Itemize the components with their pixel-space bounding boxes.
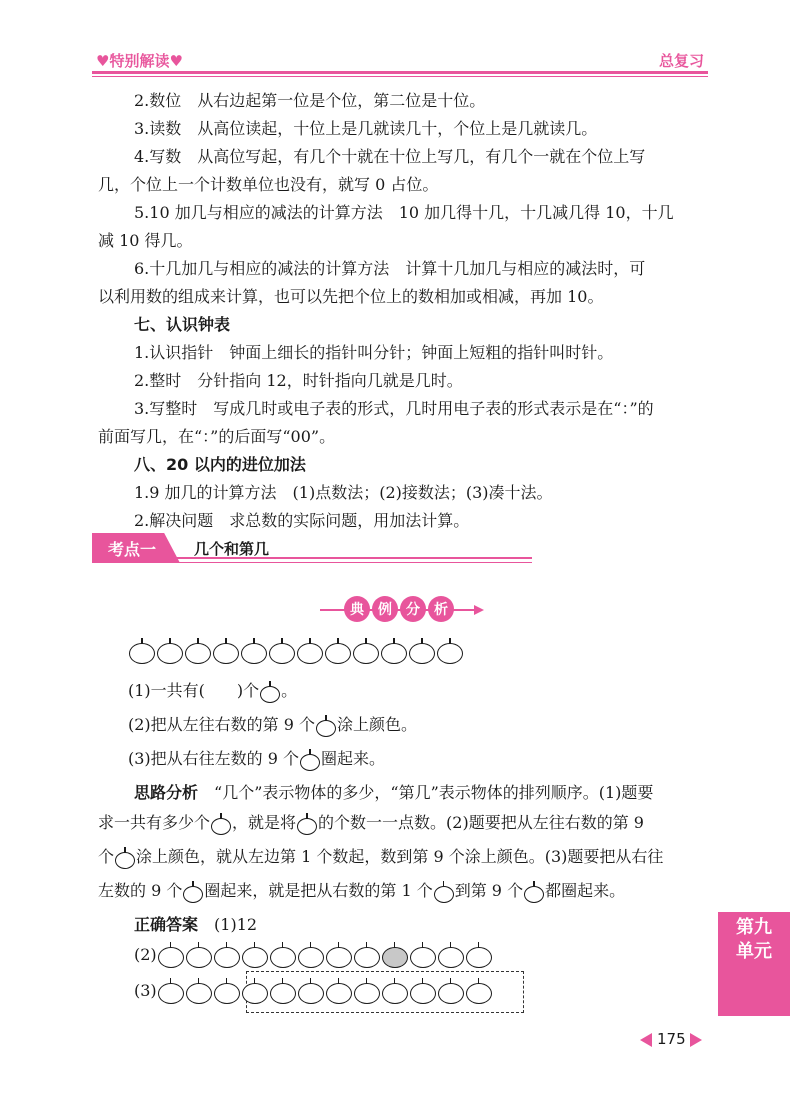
analysis-text: ，就是将 (232, 813, 297, 832)
example-analysis-heading (320, 596, 480, 624)
text-line: 2.数位 从右边起第一位是个位，第二位是十位。 (134, 91, 486, 110)
answer-3-row (134, 978, 493, 1004)
text-line: 几，个位上一个计数单位也没有，就写 0 占位。 (98, 175, 439, 194)
next-arrow-icon (690, 1033, 702, 1047)
fruit-icon (268, 638, 296, 664)
section-heading-8: 八、20 以内的进位加法 (134, 455, 306, 474)
question-3 (128, 748, 385, 771)
text-line: 3.读数 从高位读起，十位上是几就读几十，个位上是几就读几。 (134, 119, 598, 138)
question-3-text: (3)把从右往左数的 9 个 (128, 749, 300, 768)
analysis-text: 左数的 9 个 (98, 881, 183, 900)
unit-side-tab (718, 912, 790, 1016)
fruit-icon (325, 942, 353, 968)
question-1-text: (1)一共有( )个 (128, 681, 260, 700)
analysis-label: 思路分析 (134, 783, 199, 802)
fruit-icon (315, 715, 337, 737)
topic-tab-label: 考点一 (108, 540, 157, 559)
text-line: 前面写几，在“：”的后面写“00”。 (98, 427, 336, 446)
answer-3-label: (3) (134, 980, 157, 1000)
header-left: ♥特别解读♥ (96, 52, 183, 70)
fruit-icon (184, 638, 212, 664)
answer-2-row (134, 942, 493, 968)
analysis-text: “几个”表示物体的多少，“第几”表示物体的排列顺序。(1)题要 (214, 783, 654, 802)
fruit-row-question (128, 638, 464, 664)
text-line: 5.10 加几与相应的减法的计算方法 10 加几得十几，十几减几得 10，十几 (134, 203, 674, 222)
prev-arrow-icon (640, 1033, 652, 1047)
fruit-icon (297, 942, 325, 968)
analysis-line (98, 846, 663, 869)
fruit-icon (408, 638, 436, 664)
example-badge: 例 (372, 596, 398, 622)
fruit-icon (241, 978, 269, 1004)
analysis-text: 的个数一一点数。(2)题要把从左往右数的第 9 (318, 813, 644, 832)
fruit-icon (296, 813, 318, 835)
analysis-line (134, 782, 653, 804)
fruit-icon (269, 978, 297, 1004)
banner-rule-thin (172, 562, 532, 563)
example-badge: 析 (428, 596, 454, 622)
analysis-line (98, 812, 644, 835)
header-right: 总复习 (658, 52, 704, 70)
fruit-icon (182, 881, 204, 903)
page-number: 175 (657, 1030, 686, 1048)
fruit-icon (157, 978, 185, 1004)
analysis-line (98, 880, 625, 903)
fruit-icon (299, 749, 321, 771)
fruit-icon (128, 638, 156, 664)
question-3-end: 圈起来。 (321, 749, 386, 768)
fruit-icon (269, 942, 297, 968)
example-badge: 典 (344, 596, 370, 622)
fruit-icon (465, 942, 493, 968)
text-line: 2.整时 分针指向 12，时针指向几就是几时。 (134, 371, 463, 390)
fruit-icon (523, 881, 545, 903)
unit-side-tab-label: 第九单元 (736, 917, 772, 962)
answer-line (134, 914, 257, 936)
section-heading-7: 七、认识钟表 (134, 315, 231, 334)
text-line: 减 10 得几。 (98, 231, 193, 250)
fruit-icon (437, 978, 465, 1004)
fruit-icon (381, 978, 409, 1004)
text-line: 3.写整时 写成几时或电子表的形式，几时用电子表的形式表示是在“：”的 (134, 399, 654, 418)
topic-banner (92, 533, 532, 563)
fruit-icon (465, 978, 493, 1004)
shaded-fruit-icon (381, 942, 409, 968)
analysis-text: 个 (98, 847, 115, 866)
topic-title: 几个和第几 (194, 540, 270, 558)
analysis-text: 涂上颜色，就从左边第 1 个数起，数到第 9 个涂上颜色。(3)题要把从右往 (136, 847, 664, 866)
fruit-icon (436, 638, 464, 664)
answer-1: (1)12 (214, 915, 258, 934)
question-2-text: (2)把从左往右数的第 9 个 (128, 715, 316, 734)
fruit-icon (409, 942, 437, 968)
arrow-right-icon (474, 605, 484, 615)
fruit-icon (296, 638, 324, 664)
fruit-icon (240, 638, 268, 664)
fruit-icon (324, 638, 352, 664)
header-rule (92, 71, 708, 74)
text-line: 4.写数 从高位写起，有几个十就在十位上写几，有几个一就在个位上写 (134, 147, 646, 166)
answer-label: 正确答案 (134, 915, 199, 934)
fruit-icon (210, 813, 232, 835)
fruit-icon (156, 638, 184, 664)
text-line: 以利用数的组成来计算，也可以先把个位上的数相加或相减，再加 10。 (98, 287, 604, 306)
question-1 (128, 680, 297, 703)
text-line: 2.解决问题 求总数的实际问题，用加法计算。 (134, 511, 470, 530)
analysis-text: 求一共有多少个 (98, 813, 211, 832)
fruit-icon (213, 942, 241, 968)
fruit-icon (185, 978, 213, 1004)
text-line: 6.十几加几与相应的减法的计算方法 计算十几加几与相应的减法时，可 (134, 259, 646, 278)
analysis-text: 到第 9 个 (454, 881, 524, 900)
fruit-icon (213, 978, 241, 1004)
fruit-icon (437, 942, 465, 968)
question-2-end: 涂上颜色。 (337, 715, 418, 734)
question-1-end: 。 (281, 681, 298, 700)
fruit-icon (325, 978, 353, 1004)
fruit-icon (352, 638, 380, 664)
fruit-icon (185, 942, 213, 968)
question-2 (128, 714, 417, 737)
answer-2-label: (2) (134, 944, 157, 964)
fruit-icon (380, 638, 408, 664)
fruit-icon (114, 847, 136, 869)
fruit-icon (212, 638, 240, 664)
header-rule-thin (92, 76, 708, 77)
fruit-icon (409, 978, 437, 1004)
text-line: 1.认识指针 钟面上细长的指针叫分针；钟面上短粗的指针叫时针。 (134, 343, 614, 362)
fruit-icon (157, 942, 185, 968)
fruit-icon (241, 942, 269, 968)
fruit-icon (353, 978, 381, 1004)
analysis-text: 圈起来，就是把从右数的第 1 个 (204, 881, 433, 900)
text-line: 1.9 加几的计算方法 (1)点数法；(2)接数法；(3)凑十法。 (134, 483, 553, 502)
example-badge: 分 (400, 596, 426, 622)
fruit-icon (297, 978, 325, 1004)
analysis-text: 都圈起来。 (545, 881, 626, 900)
fruit-icon (433, 881, 455, 903)
fruit-icon (259, 681, 281, 703)
fruit-icon (353, 942, 381, 968)
